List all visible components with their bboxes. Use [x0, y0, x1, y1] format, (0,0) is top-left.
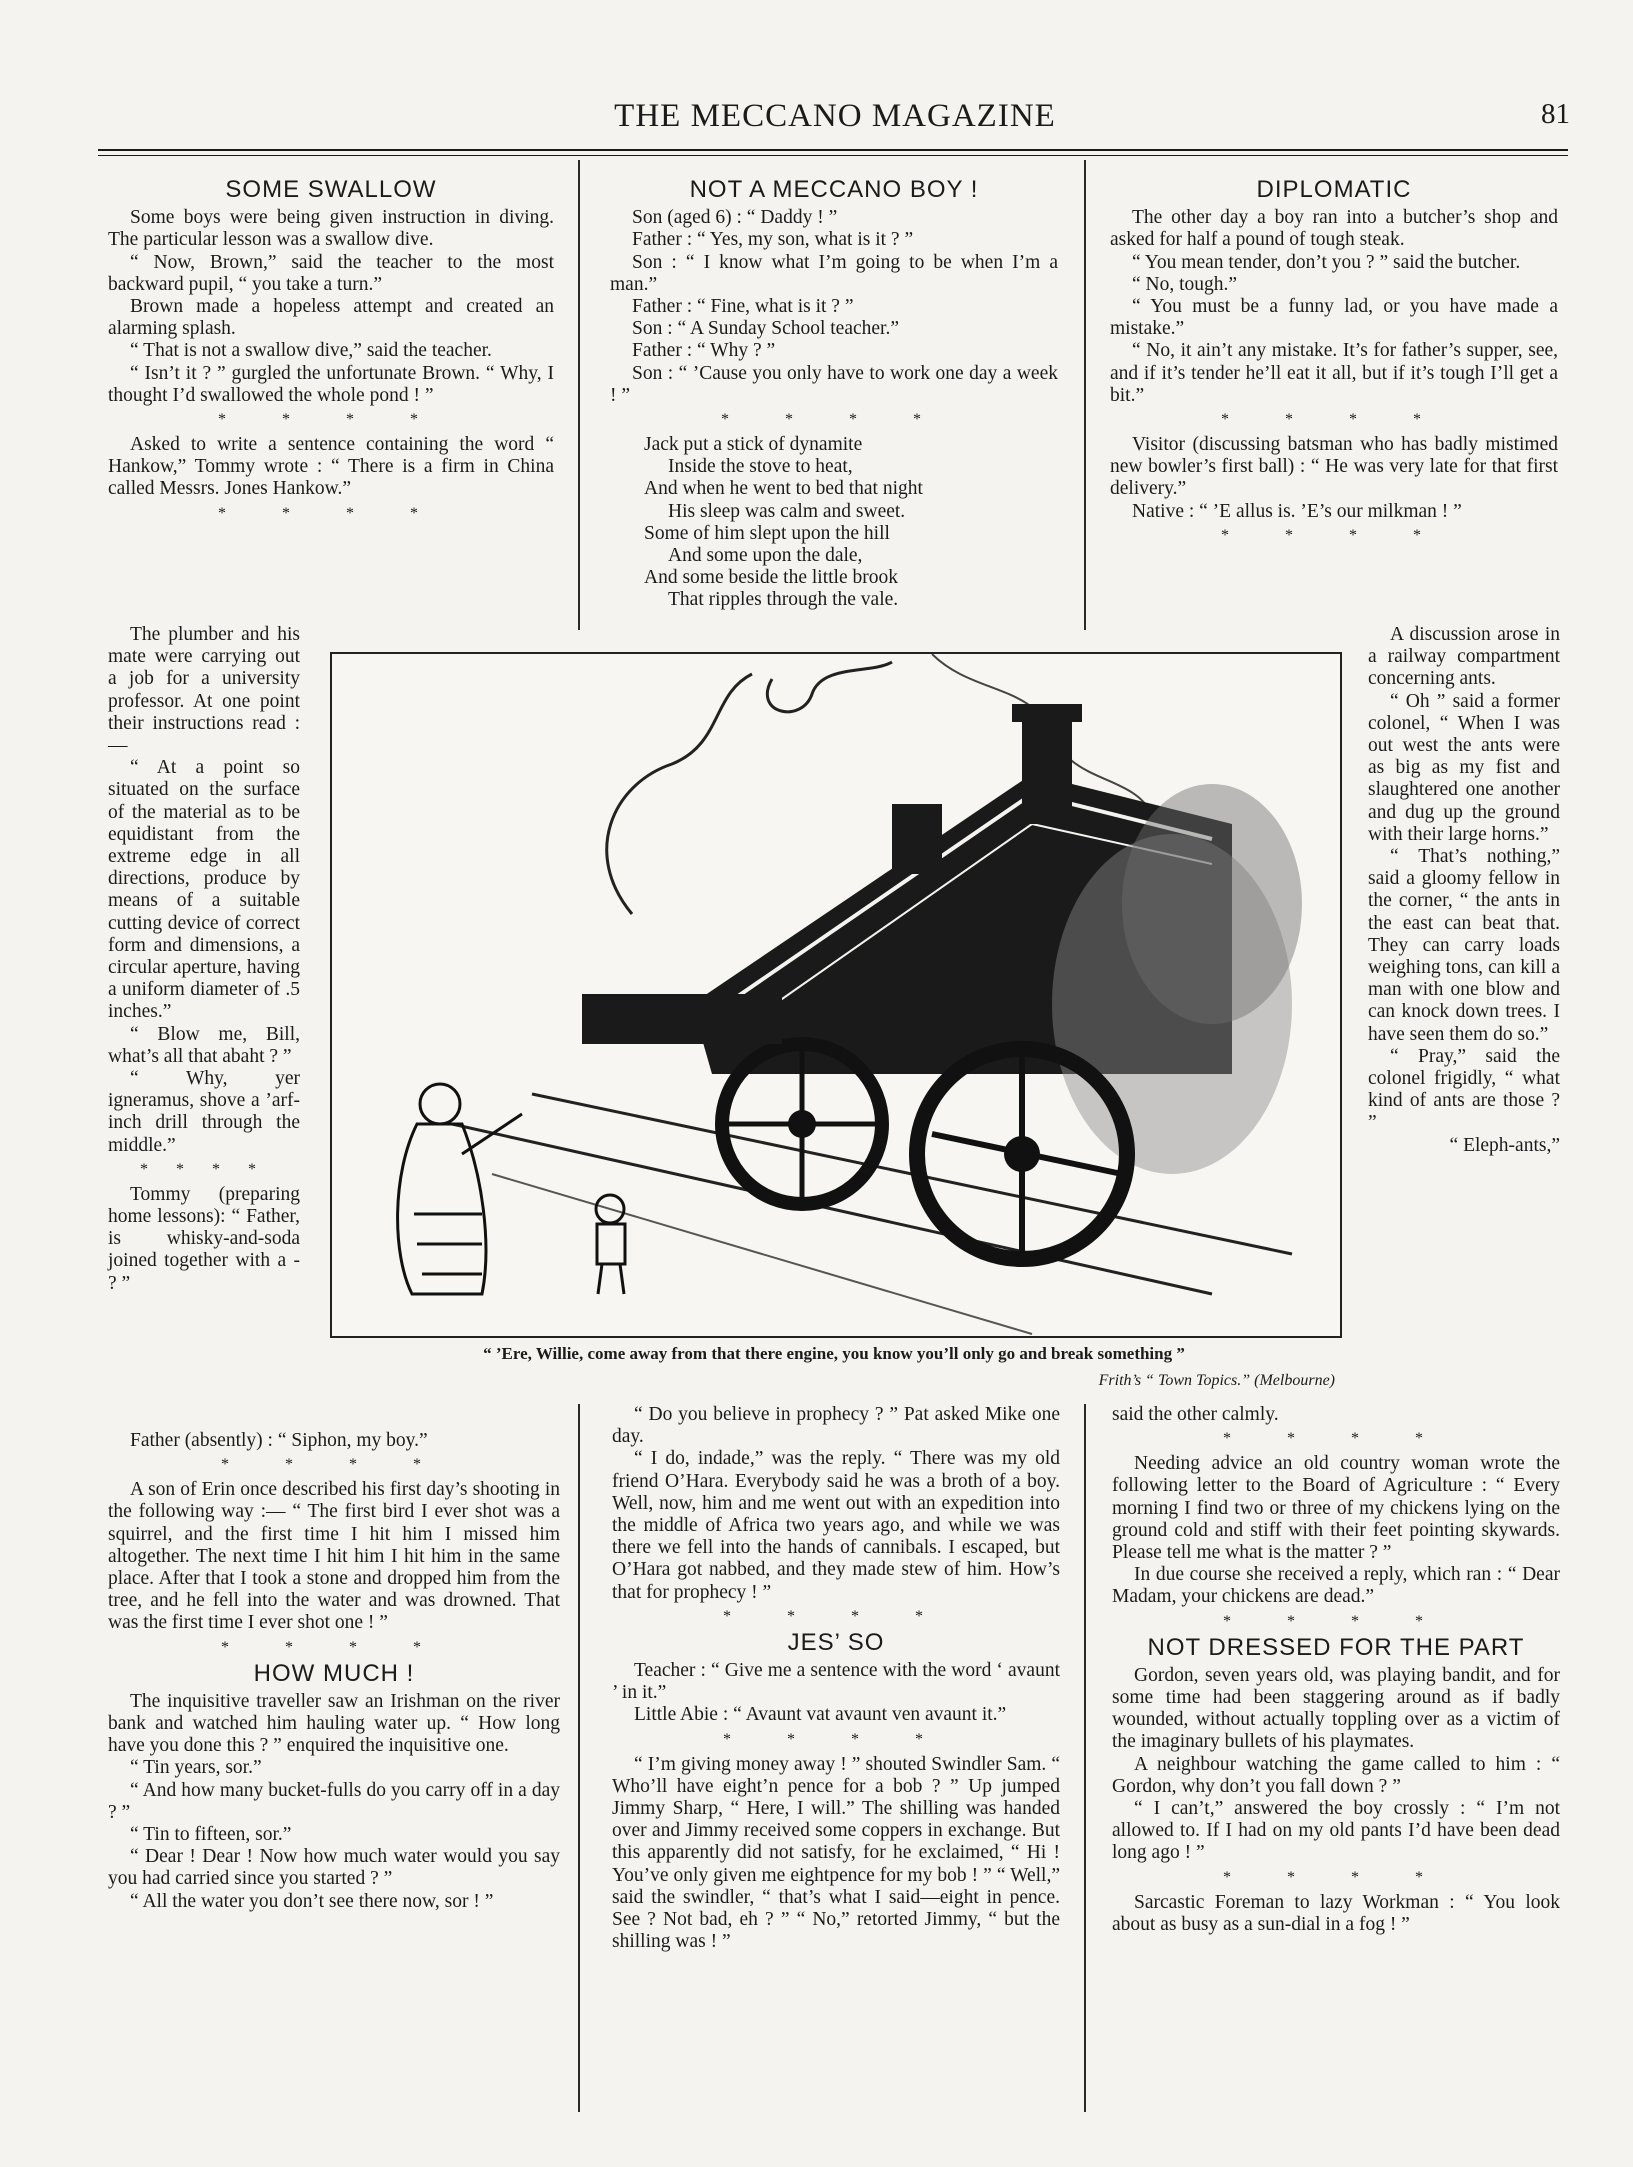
separator-stars: * * * *: [721, 411, 947, 429]
poem-line: And some beside the little brook: [644, 567, 898, 589]
paragraph: Father (absently) : “ Siphon, my boy.”: [130, 1430, 428, 1451]
article-title: DIPLOMATIC: [1256, 176, 1412, 203]
dialogue-line: Father : “ Yes, my son, what is it ? ”: [632, 229, 914, 251]
column-left-bottom: [108, 1430, 560, 1913]
poem-line: And some upon the dale,: [668, 545, 863, 567]
paragraph: Tommy (preparing home lessons): “ Father, is whisky-and-soda joined together with a - ? ”: [108, 1183, 300, 1294]
page-number: 81: [1541, 98, 1570, 130]
paragraph: “ Blow me, Bill, what’s all that abaht ? ”: [108, 1023, 300, 1067]
paragraph: A son of Erin once described his first day’s shooting in the following way :— “ The first bird I ever shot was a squirrel, and the first time I hit him I missed him altogether. The next time I hit him I hit him in the same place. After that I took a stone and dropped him from the tree, and he fell into the water and was drowned. That was the first time I ever shot one ! ”: [108, 1479, 560, 1634]
dialogue-line: Son : “ A Sunday School teacher.”: [632, 318, 900, 340]
paragraph: “ I’m giving money away ! ” shouted Swindler Sam. “ Who’ll have eight’n pence for a bob ? ” Up jumped Jimmy Sharp, “ Here, I will.” The shilling was handed over and Jimmy received some coppers in exchange. But this apparently did not satisfy, for he exclaimed, “ Hi ! You’ve only given me eightpence for my bob ! ” “ Well,” said the swindler, “ that’s what I said—eight in pence. See ? Not bad, eh ? ” “ No,” retorted Jimmy, “ but the shilling was ! ”: [612, 1753, 1060, 1953]
separator-stars: * * * *: [218, 411, 444, 429]
paragraph: “ That is not a swallow dive,” said the teacher.: [130, 340, 492, 362]
separator-stars: * * * *: [1223, 1430, 1449, 1448]
dialogue-line: Father : “ Fine, what is it ? ”: [632, 296, 854, 318]
column-right-bottom: [1112, 1404, 1560, 1936]
paragraph: A discussion arose in a railway compartment concerning ants.: [1368, 624, 1560, 690]
column-middle-bottom: [612, 1404, 1060, 1953]
dialogue-line: Son : “ ’Cause you only have to work one day a week ! ”: [610, 362, 1058, 406]
paragraph: The plumber and his mate were carrying out a job for a university professor. At one point their instructions read :—: [108, 624, 300, 757]
separator-stars: * * * *: [221, 1638, 447, 1656]
separator-stars: * * * *: [1223, 1868, 1449, 1886]
paragraph: The inquisitive traveller saw an Irishman on the river bank and watched him hauling water up. “ How long have you done this ? ” enquired the inquisitive one.: [108, 1690, 560, 1757]
poem-line: And when he went to bed that night: [644, 478, 923, 500]
paragraph: A neighbour watching the game called to him : “ Gordon, why don’t you fall down ? ”: [1112, 1753, 1560, 1797]
locomotive-drawing: [332, 654, 1340, 1336]
column-left-narrow: [108, 624, 300, 1295]
paragraph: said the other calmly.: [1112, 1404, 1279, 1425]
paragraph: Gordon, seven years old, was playing bandit, and for some time had been staggering around as if badly wounded, without actually toppling over as a victim of the imaginary bullets of his playmates.: [1112, 1664, 1560, 1753]
paragraph: “ At a point so situated on the surface of the material as to be equidistant from the extreme edge in all directions, produce by means of a suitable cutting device of correct form and dimensions, a circular aperture, having a uniform diameter of .5 inches.”: [108, 757, 300, 1023]
dialogue-line: Son (aged 6) : “ Daddy ! ”: [632, 207, 838, 229]
paragraph: “ I can’t,” answered the boy crossly : “ I’m not allowed to. If I had on my old pants I’d have been dead long ago ! ”: [1112, 1798, 1560, 1864]
separator-stars: * * * *: [1223, 1612, 1449, 1630]
paragraph: “ No, tough.”: [1132, 273, 1238, 295]
paragraph: “ Now, Brown,” said the teacher to the most backward pupil, “ you take a turn.”: [108, 251, 554, 295]
paragraph: “ Tin to fifteen, sor.”: [130, 1824, 292, 1846]
paragraph: In due course she received a reply, which ran : “ Dear Madam, your chickens are dead.”: [1112, 1564, 1560, 1608]
paragraph: The other day a boy ran into a butcher’s shop and asked for half a pound of tough steak.: [1110, 207, 1558, 251]
paragraph: “ Pray,” said the colonel frigidly, “ what kind of ants are those ? ”: [1368, 1045, 1560, 1134]
separator-stars: * * * *: [221, 1456, 447, 1474]
poem-line: That ripples through the vale.: [668, 589, 899, 611]
column-right-top: [1110, 175, 1558, 550]
paragraph: Visitor (discussing batsman who has badly mistimed new bowler’s first ball) : “ He was very late for that first delivery.”: [1110, 434, 1558, 500]
header-rule-thin: [98, 155, 1568, 156]
column-divider: [578, 160, 580, 630]
column-middle-top: [610, 175, 1058, 612]
paragraph: “ And how many bucket-fulls do you carry off in a day ? ”: [108, 1779, 560, 1823]
article-title: NOT DRESSED FOR THE PART: [1147, 1633, 1525, 1661]
paragraph: Little Abie : “ Avaunt vat avaunt ven avaunt it.”: [634, 1704, 1007, 1726]
paragraph: “ Isn’t it ? ” gurgled the unfortunate Brown. “ Why, I thought I’d swallowed the whole pond ! ”: [108, 362, 554, 406]
paragraph: “ Do you believe in prophecy ? ” Pat asked Mike one day.: [612, 1404, 1060, 1448]
separator-stars: * * * *: [723, 1607, 949, 1625]
paragraph: “ Oh ” said a former colonel, “ When I was out west the ants were as big as my fist and slaughtered one another and dug up the ground with their large horns.”: [1368, 690, 1560, 845]
paragraph: “ I do, indade,” was the reply. “ There was my old friend O’Hara. Everybody said he was a broth of a boy. Well, now, him and me went out with an expedition into the middle of Africa two years ago, and while we was there we fell into the hands of cannibals. I escaped, but O’Hara got nabbed, and they made stew of him. How’s that for prophecy ! ”: [612, 1448, 1060, 1603]
column-divider: [1084, 160, 1086, 630]
poem-line: Jack put a stick of dynamite: [644, 434, 863, 456]
paragraph: Some boys were being given instruction in diving. The particular lesson was a swallow dive.: [108, 207, 554, 251]
paragraph: “ Dear ! Dear ! Now how much water would you say you had carried since you started ? ”: [108, 1846, 560, 1890]
header-rule: [98, 149, 1568, 151]
separator-stars: * * * *: [140, 1160, 268, 1178]
paragraph: “ Tin years, sor.”: [130, 1757, 262, 1779]
paragraph: Asked to write a sentence containing the word “ Hankow,” Tommy wrote : “ There is a firm in China called Messrs. Jones Hankow.”: [108, 434, 554, 500]
dialogue-line: Father : “ Why ? ”: [632, 340, 776, 362]
paragraph: “ No, it ain’t any mistake. It’s for father’s supper, see, and if it’s tender he’ll eat it all, but if it’s tough I’ll get a bit.”: [1110, 340, 1558, 406]
poem: [644, 434, 1058, 612]
paragraph: “ That’s nothing,” said a gloomy fellow in the corner, “ the ants in the east can beat that. They can carry loads weighing tons, can kill a man with one blow and can knock down trees. I have seen them do so.”: [1368, 846, 1560, 1045]
article-title: NOT A MECCANO BOY !: [689, 176, 979, 203]
paragraph: Sarcastic Foreman to lazy Workman : “ You look about as busy as a sun-dial in a fog ! ”: [1112, 1891, 1560, 1935]
paragraph: Brown made a hopeless attempt and created an alarming splash.: [108, 296, 554, 340]
column-left-top: [108, 175, 554, 528]
paragraph: “ You mean tender, don’t you ? ” said the butcher.: [1132, 251, 1521, 273]
separator-stars: * * * *: [1221, 526, 1447, 544]
poem-line: Inside the stove to heat,: [668, 456, 853, 478]
cartoon-illustration: [330, 652, 1342, 1338]
paragraph: Teacher : “ Give me a sentence with the word ‘ avaunt ’ in it.”: [612, 1660, 1060, 1704]
separator-stars: * * * *: [1221, 411, 1447, 429]
article-title: HOW MUCH !: [253, 1659, 415, 1687]
column-divider: [578, 1404, 580, 2112]
masthead: [100, 98, 1570, 146]
magazine-title: THE MECCANO MAGAZINE: [614, 98, 1056, 134]
illustration-caption: “ ’Ere, Willie, come away from that there engine, you know you’ll only go and break something ”: [483, 1344, 1185, 1363]
paragraph: “ All the water you don’t see there now, sor ! ”: [130, 1890, 494, 1912]
dialogue-line: Son : “ I know what I’m going to be when I’m a man.”: [610, 251, 1058, 295]
column-divider: [1084, 1404, 1086, 2112]
paragraph: “ Eleph-ants,”: [1449, 1134, 1560, 1156]
paragraph: “ Why, yer igneramus, shove a ’arf-inch drill through the middle.”: [108, 1068, 300, 1156]
paragraph: Native : “ ’E allus is. ’E’s our milkman ! ”: [1132, 500, 1462, 522]
article-title: JES’ SO: [787, 1628, 885, 1656]
poem-line: His sleep was calm and sweet.: [668, 500, 906, 522]
paragraph: “ You must be a funny lad, or you have made a mistake.”: [1110, 296, 1558, 340]
paragraph: Needing advice an old country woman wrote the following letter to the Board of Agriculture : “ Every morning I find two or three of my chickens lying on the ground cold and stiff with their feet pointing skywards. Please tell me what is the matter ? ”: [1112, 1453, 1560, 1564]
poem-line: Some of him slept upon the hill: [644, 522, 890, 544]
column-right-narrow: [1368, 624, 1560, 1157]
separator-stars: * * * *: [723, 1730, 949, 1748]
separator-stars: * * * *: [218, 504, 444, 522]
article-title: SOME SWALLOW: [225, 176, 437, 203]
illustration-credit: Frith’s “ Town Topics.” (Melbourne): [1098, 1372, 1335, 1389]
